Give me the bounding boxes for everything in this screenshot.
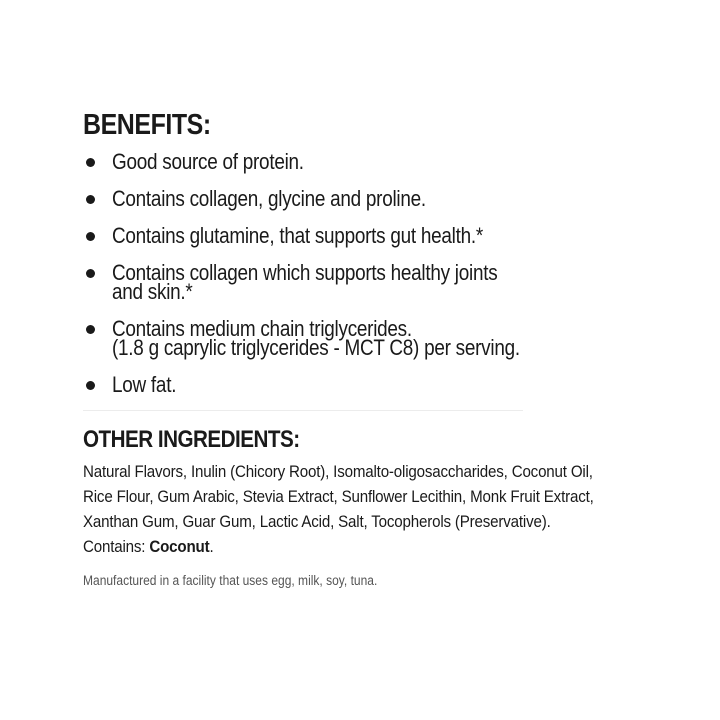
benefit-item <box>83 316 643 360</box>
ingredients-line: Natural Flavors, Inulin (Chicory Root), Isomalto-oligosaccharides, Coconut Oil, <box>83 462 593 481</box>
allergen-name: Coconut <box>149 537 210 556</box>
product-info-panel <box>83 110 643 588</box>
allergen-line <box>83 534 581 559</box>
benefit-text: Contains glutamine, that supports gut health.* <box>112 223 483 248</box>
benefit-item <box>83 260 643 304</box>
benefit-text: Low fat. <box>112 372 177 397</box>
benefit-item <box>83 186 643 211</box>
benefit-text: Contains collagen, glycine and proline. <box>112 186 426 211</box>
bullet-icon <box>86 325 95 334</box>
benefit-text: Contains collagen which supports healthy joints <box>112 260 498 285</box>
contains-label: Contains: <box>83 537 150 556</box>
other-ingredients-heading: OTHER INGREDIENTS: <box>83 426 300 453</box>
section-divider <box>83 410 523 411</box>
bullet-icon <box>86 269 95 278</box>
allergen-period: . <box>209 537 214 556</box>
benefit-text-continued: and skin.* <box>112 279 193 304</box>
benefits-list <box>83 149 643 397</box>
bullet-icon <box>86 381 95 390</box>
benefit-text-continued: (1.8 g caprylic triglycerides - MCT C8) per serving. <box>112 335 520 360</box>
benefit-item <box>83 149 643 174</box>
ingredients-line: Xanthan Gum, Guar Gum, Lactic Acid, Salt, Tocopherols (Preservative). <box>83 512 551 531</box>
bullet-icon <box>86 232 95 241</box>
benefits-heading: BENEFITS: <box>83 109 211 141</box>
ingredients-line: Rice Flour, Gum Arabic, Stevia Extract, Sunflower Lecithin, Monk Fruit Extract, <box>83 487 594 506</box>
benefit-item <box>83 223 643 248</box>
benefit-item <box>83 372 643 397</box>
benefit-text: Good source of protein. <box>112 149 304 174</box>
bullet-icon <box>86 158 95 167</box>
benefit-text: Contains medium chain triglycerides. <box>112 316 412 341</box>
ingredients-text <box>83 459 643 559</box>
bullet-icon <box>86 195 95 204</box>
facility-note: Manufactured in a facility that uses egg, milk, soy, tuna. <box>83 573 378 588</box>
